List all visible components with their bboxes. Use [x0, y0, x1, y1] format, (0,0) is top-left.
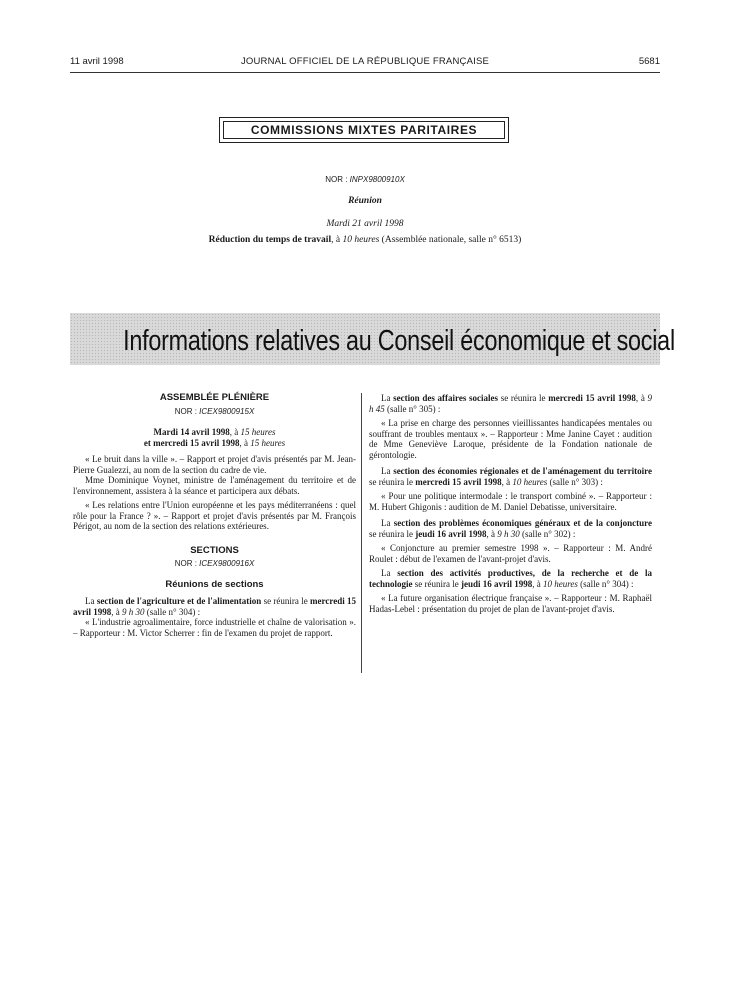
intro-mid: se réunira le [412, 578, 461, 589]
section-room: (salle n° 305) : [384, 403, 441, 414]
date2-text: et mercredi 15 avril 1998 [143, 437, 240, 448]
column-divider [361, 393, 362, 673]
cmp-reunion: Réunion [348, 196, 382, 206]
assemblee-date2 [73, 438, 356, 449]
intro-at: , à [635, 393, 648, 403]
section-date: mercredi 15 avril 1998 [73, 596, 357, 617]
section-room: (salle n° 303) : [547, 476, 603, 487]
assemblee-title: ASSEMBLÉE PLÉNIÈRE [159, 392, 270, 403]
sociales-text: « La prise en charge des personnes vieillissantes handicapées mentales ou souffrant de troubles mentaux ». – Rapporteur : Mme Janine Cayet : audition de Mme Geneviève Laroque, présidente de la Fondation nationale de gérontologie. [369, 418, 652, 460]
section-name: section de l'agriculture et de l'alimentation [96, 596, 262, 606]
nor-code: INPX9800910X [349, 175, 405, 184]
section-date: jeudi 16 avril 1998 [415, 528, 487, 539]
productives-text: « La future organisation électrique française ». – Rapporteur : M. Raphaël Hadas-Lebel : présentation du projet de plan de l'avant-projet d'avis. [369, 593, 652, 614]
right-column [369, 393, 652, 614]
sections-subtitle: Réunions de sections [165, 578, 264, 590]
section-date: mercredi 15 avril 1998 [415, 476, 502, 487]
intro-mid: se réunira le [369, 528, 416, 539]
date1-text: Mardi 14 avril 1998 [153, 427, 230, 437]
date1-sep: , à [229, 427, 241, 437]
productives-intro [369, 568, 652, 589]
date2-time: 15 heures [250, 437, 286, 448]
conjoncture-text: « Conjoncture au premier semestre 1998 ». – Rapporteur : M. André Roulet : début de l'examen de l'avant-projet d'avis. [369, 543, 652, 564]
journal-title: JOURNAL OFFICIEL DE LA RÉPUBLIQUE FRANÇAISE [240, 56, 490, 67]
cmp-title-box [219, 117, 509, 143]
intro-at: , à [501, 476, 513, 487]
agri-section-intro [73, 596, 356, 617]
conjoncture-intro [369, 518, 652, 539]
nor-code: ICEX9800916X [199, 559, 255, 568]
section-room: (salle n° 302) : [519, 528, 576, 539]
section-time: 9 h 45 [369, 393, 652, 414]
left-column [73, 393, 356, 638]
section-time: 10 heures [542, 578, 578, 589]
nor-label: NOR : [174, 406, 200, 416]
nor-code: ICEX9800915X [199, 406, 255, 416]
page-number: 5681 [638, 56, 660, 67]
section-name: section des économies régionales et de l'aménagement du territoire [393, 466, 652, 476]
assemblee-nor [73, 407, 356, 418]
issue-date: 11 avril 1998 [70, 56, 124, 67]
reduction-title: Réduction du temps de travail [208, 235, 332, 245]
banner-title: Informations relatives au Conseil économique et social [123, 325, 675, 357]
reduction-time: 10 heures [342, 235, 380, 245]
intro-pre: La [381, 466, 394, 476]
cmp-date: Mardi 21 avril 1998 [326, 219, 404, 229]
date2-sep: , à [239, 437, 251, 448]
date1-time: 15 heures [240, 427, 276, 437]
intro-mid: se réunira le [498, 393, 549, 403]
header-rule [70, 72, 660, 73]
intro-mid: se réunira le [261, 596, 311, 606]
assemblee-para-2: Mme Dominique Voynet, ministre de l'aménagement du territoire et de l'environnement, assistera à la séance et participera aux débats. [73, 475, 356, 496]
cmp-title: COMMISSIONS MIXTES PARITAIRES [223, 121, 505, 139]
intro-pre: La [85, 596, 97, 606]
section-room: (salle n° 304) : [144, 606, 201, 617]
intro-at: , à [532, 578, 543, 589]
sections-title: SECTIONS [190, 544, 239, 556]
intro-at: , à [111, 606, 122, 617]
cmp-nor [70, 175, 660, 184]
assemblee-para-1: « Le bruit dans la ville ». – Rapport et projet d'avis présentés par M. Jean-Pierre Gualezzi, au nom de la section du cadre de vie. [73, 454, 356, 475]
section-name: section des problèmes économiques généraux et de la conjoncture [393, 518, 652, 528]
section-time: 10 heures [512, 476, 548, 487]
intro-mid: se réunira le [369, 476, 416, 487]
nor-label: NOR : [325, 175, 350, 184]
assemblee-date1 [73, 427, 356, 438]
section-room: (salle n° 304) : [577, 578, 634, 589]
regionales-text: « Pour une politique intermodale : le transport combiné ». – Rapporteur : M. Hubert Ghigonis : audition de M. Daniel Debatisse, universitaire. [369, 491, 652, 512]
section-name: section des activités productives, de la recherche et de la technologie [369, 568, 652, 589]
ces-banner [70, 313, 675, 365]
section-date: mercredi 15 avril 1998 [548, 393, 636, 403]
section-time: 9 h 30 [497, 528, 520, 539]
section-name: section des affaires sociales [393, 393, 499, 403]
regionales-intro [369, 466, 652, 487]
intro-pre: La [381, 518, 394, 528]
reduction-sep: , à [331, 235, 343, 245]
assemblee-para-3: « Les relations entre l'Union européenne et les pays méditerranéens : quel rôle pour la France ? ». – Rapport et projet d'avis présentés par M. François Périgot, au nom de la section des relations extérieures. [73, 500, 356, 531]
agri-section-text: « L'industrie agroalimentaire, force industrielle et chaîne de valorisation ». – Rapporteur : M. Victor Scherrer : fin de l'examen du projet de rapport. [73, 617, 356, 638]
intro-pre: La [381, 568, 398, 578]
section-time: 9 h 30 [122, 606, 145, 617]
section-date: jeudi 16 avril 1998 [460, 578, 533, 589]
nor-label: NOR : [174, 559, 200, 568]
intro-pre: La [381, 393, 394, 403]
reduction-place: (Assemblée nationale, salle n° 6513) [379, 235, 522, 245]
cmp-reduction [70, 235, 660, 245]
intro-at: , à [486, 528, 498, 539]
sociales-intro [369, 393, 652, 414]
sections-nor [73, 559, 356, 570]
